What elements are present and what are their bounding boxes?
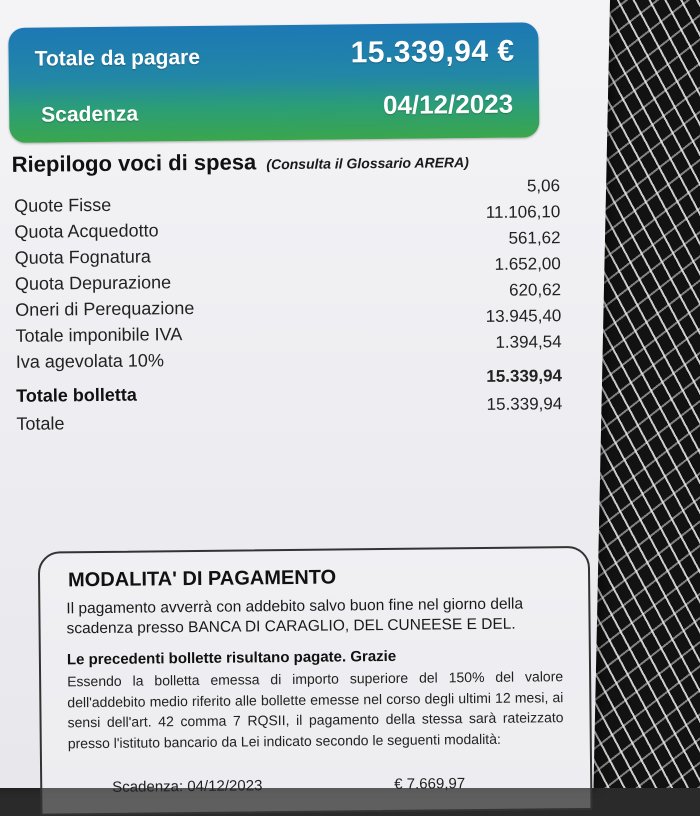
expense-value: 5,06 bbox=[526, 176, 561, 196]
summary-title: Riepilogo voci di spesa bbox=[11, 149, 257, 177]
due-date-value: 04/12/2023 bbox=[382, 88, 514, 120]
glossary-note: (Consulta il Glossario ARERA) bbox=[266, 154, 469, 173]
payment-method-box bbox=[38, 546, 593, 816]
installment-due-date: Scadenza: 04/12/2023 bbox=[112, 777, 263, 796]
bill-total-label: Totale bolletta bbox=[16, 384, 137, 406]
expense-items bbox=[14, 176, 577, 436]
grand-total-label: Totale bbox=[16, 413, 65, 434]
expense-value: 11.106,10 bbox=[485, 202, 561, 222]
total-due-value: 15.339,94 € bbox=[350, 34, 515, 70]
amount-due-banner bbox=[8, 22, 539, 143]
installment-amount: € 7.669,97 bbox=[394, 775, 466, 793]
expense-label: Totale imponibile IVA bbox=[15, 324, 183, 346]
previous-bills-note: Le precedenti bollette risultano pagate. Grazie bbox=[66, 647, 397, 669]
expense-value: 1.652,00 bbox=[494, 254, 561, 274]
summary-heading bbox=[12, 147, 469, 178]
expense-label: Quota Depurazione bbox=[14, 272, 172, 294]
due-date-label: Scadenza bbox=[41, 102, 139, 127]
bill-total-value: 15.339,94 bbox=[486, 366, 563, 386]
expense-label: Oneri di Perequazione bbox=[15, 297, 195, 320]
expense-value: 1.394,54 bbox=[495, 332, 562, 352]
expense-label: Quota Acquedotto bbox=[14, 220, 159, 242]
grand-total-value: 15.339,94 bbox=[486, 394, 563, 414]
installment-notice: Essendo la bolletta emessa di importo superiore del 150% del valore dell'addebito medio riferito alle bollette emesse nel corso degli ultimi 12 mesi, ai sensi dell'art. 42 comma 7 RQSII, il pagamento della stessa sarà rateizzato presso l'istituto bancario da Lei indicato secondo le seguenti modalità: bbox=[67, 668, 564, 751]
expense-value: 13.945,40 bbox=[485, 306, 562, 326]
expense-label: Quota Fognatura bbox=[14, 246, 151, 268]
expense-value: 561,62 bbox=[508, 228, 561, 248]
expense-label: Quote Fisse bbox=[14, 194, 112, 216]
total-due-label: Totale da pagare bbox=[34, 45, 201, 71]
expense-value: 620,62 bbox=[508, 280, 562, 300]
expense-label: Iva agevolata 10% bbox=[15, 350, 164, 372]
payment-description: Il pagamento avverrà con addebito salvo buon fine nel giorno della scadenza presso BANCA DI CARAGLIO, DEL CUNEESE E DEL. bbox=[66, 595, 524, 638]
payment-title: MODALITA' DI PAGAMENTO bbox=[67, 566, 337, 592]
